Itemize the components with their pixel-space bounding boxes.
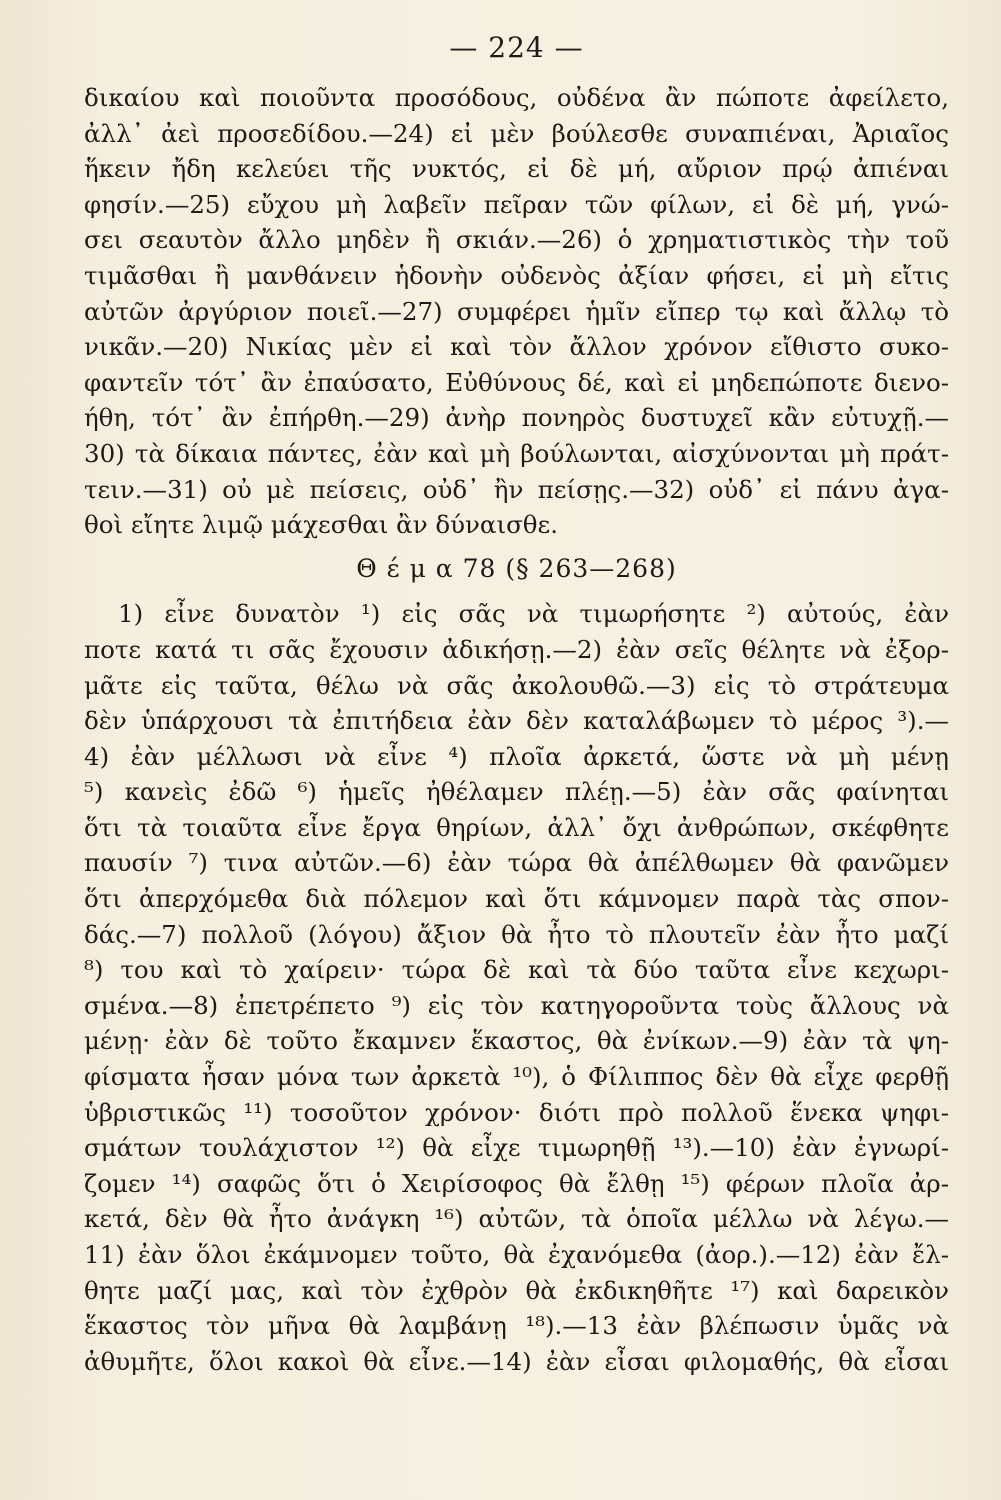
text-line: τειν.—31) οὐ μὲ πείσεις, οὐδ᾽ ἢν πείσῃς.—32) οὐδ᾽ εἰ πάνυ ἀγα- bbox=[84, 474, 949, 504]
text-line: 11) ἐὰν ὅλοι ἐκάμνομεν τοῦτο, θὰ ἐχανόμεθα (ἀορ.).—12) ἐὰν ἔλ- bbox=[84, 1240, 949, 1269]
exercise-block-1 bbox=[84, 80, 949, 543]
text-line: παυσίν ⁷) τινα αὐτῶν.—6) ἐὰν τώρα θὰ ἀπέλθωμεν θὰ φανῶμεν bbox=[84, 848, 949, 878]
page-number: — 224 — bbox=[449, 31, 584, 64]
text-line: αὐτῶν ἀργύριον ποιεῖ.—27) συμφέρει ἡμῖν εἴπερ τῳ καὶ ἄλλῳ τὸ bbox=[84, 296, 949, 326]
text-line: σμένα.—8) ἐπετρέπετο ⁹) εἰς τὸν κατηγοροῦντα τοὺς ἄλλους νὰ bbox=[84, 990, 949, 1020]
text-line: ⁵) κανεὶς ἐδῶ ⁶) ἡμεῖς ἠθέλαμεν πλέῃ.—5) ἐὰν σᾶς φαίνηται bbox=[84, 777, 949, 807]
section-heading: Θ έ μ α 78 (§ 263—268) bbox=[356, 553, 677, 583]
text-line: ποτε κατά τι σᾶς ἔχουσιν ἀδικήσῃ.—2) ἐὰν σεῖς θέλητε νὰ ἐξορ- bbox=[84, 634, 949, 664]
text-line: ἥκειν ἤδη κελεύει τῆς νυκτός, εἰ δὲ μή, αὔριον πρῴ ἀπιέναι bbox=[84, 154, 949, 184]
text-line: 4) ἐὰν μέλλωσι νὰ εἶνε ⁴) πλοῖα ἀρκετά, ὥστε νὰ μὴ μένῃ bbox=[84, 741, 949, 771]
exercise-block-2 bbox=[84, 596, 949, 1379]
text-line: ⁸) του καὶ τὸ χαίρειν· τώρα δὲ καὶ τὰ δύο ταῦτα εἶνε κεχωρι- bbox=[84, 955, 949, 985]
text-line: σμάτων τουλάχιστον ¹²) θὰ εἶχε τιμωρηθῇ ¹³).—10) ἐὰν ἐγνωρί- bbox=[84, 1133, 949, 1163]
text-line: μᾶτε εἰς ταῦτα, θέλω νὰ σᾶς ἀκολουθῶ.—3) εἰς τὸ στράτευμα bbox=[84, 670, 949, 700]
text-line: φησίν.—25) εὔχου μὴ λαβεῖν πεῖραν τῶν φίλων, εἰ δὲ μή, γνώ- bbox=[84, 189, 949, 219]
text-line: σει σεαυτὸν ἄλλο μηδὲν ἢ σκιάν.—26) ὁ χρηματιστικὸς τὴν τοῦ bbox=[84, 225, 949, 255]
text-line: 1) εἶνε δυνατὸν ¹) εἰς σᾶς νὰ τιμωρήσητε ²) αὐτούς, ἐὰν bbox=[118, 599, 949, 629]
text-line: ἕκαστος τὸν μῆνα θὰ λαμβάνῃ ¹⁸).—13 ἐὰν βλέπωσιν ὑμᾶς νὰ bbox=[84, 1311, 949, 1341]
text-line: φαντεῖν τότ᾽ ἂν ἐπαύσατο, Εὐθύνους δέ, καὶ εἰ μηδεπώποτε διενο- bbox=[84, 367, 949, 397]
text-line: θητε μαζί μας, καὶ τὸν ἐχθρὸν θὰ ἐκδικηθῆτε ¹⁷) καὶ δαρεικὸν bbox=[84, 1275, 949, 1305]
text-line: νικᾶν.—20) Νικίας μὲν εἰ καὶ τὸν ἄλλον χρόνον εἴθιστο συκο- bbox=[84, 332, 949, 362]
text-line: ὅτι ἀπερχόμεθα διὰ πόλεμον καὶ ὅτι κάμνομεν παρὰ τὰς σπον- bbox=[84, 884, 949, 914]
text-line: θοὶ εἴητε λιμῷ μάχεσθαι ἂν δύναισθε. bbox=[84, 510, 559, 540]
text-line: 30) τὰ δίκαια πάντες, ἐὰν καὶ μὴ βούλωνται, αἰσχύνονται μὴ πράτ- bbox=[84, 438, 949, 468]
text-line: ήθη, τότ᾽ ἂν ἐπήρθη.—29) ἀνὴρ πονηρὸς δυστυχεῖ κἂν εὐτυχῇ.— bbox=[84, 403, 949, 433]
text-line: φίσματα ἦσαν μόνα των ἀρκετὰ ¹⁰), ὁ Φίλιππος δὲν θὰ εἶχε φερθῇ bbox=[84, 1062, 949, 1092]
text-line: ὑβριστικῶς ¹¹) τοσοῦτον χρόνον· διότι πρὸ πολλοῦ ἕνεκα ψηφι- bbox=[84, 1097, 949, 1127]
text-line: ἀθυμῆτε, ὅλοι κακοὶ θὰ εἶνε.—14) ἐὰν εἶσαι φιλομαθής, θὰ εἶσαι bbox=[84, 1346, 949, 1376]
text-line: ὅτι τὰ τοιαῦτα εἶνε ἔργα θηρίων, ἀλλ᾽ ὄχι ἀνθρώπων, σκέφθητε bbox=[84, 812, 949, 842]
text-line: ζομεν ¹⁴) σαφῶς ὅτι ὁ Χειρίσοφος θὰ ἔλθῃ ¹⁵) φέρων πλοῖα ἀρ- bbox=[84, 1168, 949, 1198]
text-line: δὲν ὑπάρχουσι τὰ ἐπιτήδεια ἐὰν δὲν καταλάβωμεν τὸ μέρος ³).— bbox=[84, 706, 949, 736]
text-line: δάς.—7) πολλοῦ (λόγου) ἄξιον θὰ ἦτο τὸ πλουτεῖν ἐὰν ἦτο μαζί bbox=[84, 919, 949, 949]
text-line: ἀλλ᾽ ἀεὶ προσεδίδου.—24) εἰ μὲν βούλεσθε συναπιέναι, Ἀριαῖος bbox=[84, 118, 949, 148]
text-line: τιμᾶσθαι ἢ μανθάνειν ἡδονὴν οὐδενὸς ἀξίαν φήσει, εἰ μὴ εἴτις bbox=[84, 260, 949, 290]
text-line: κετά, δὲν θὰ ἦτο ἀνάγκη ¹⁶) αὐτῶν, τὰ ὁποῖα μέλλω νὰ λέγω.— bbox=[84, 1204, 949, 1234]
text-line: δικαίου καὶ ποιοῦντα προσόδους, οὐδένα ἂν πώποτε ἀφείλετο, bbox=[84, 83, 949, 112]
text-line: μένῃ· ἐὰν δὲ τοῦτο ἔκαμνεν ἕκαστος, θὰ ἐνίκων.—9) ἐὰν τὰ ψη- bbox=[84, 1026, 949, 1056]
